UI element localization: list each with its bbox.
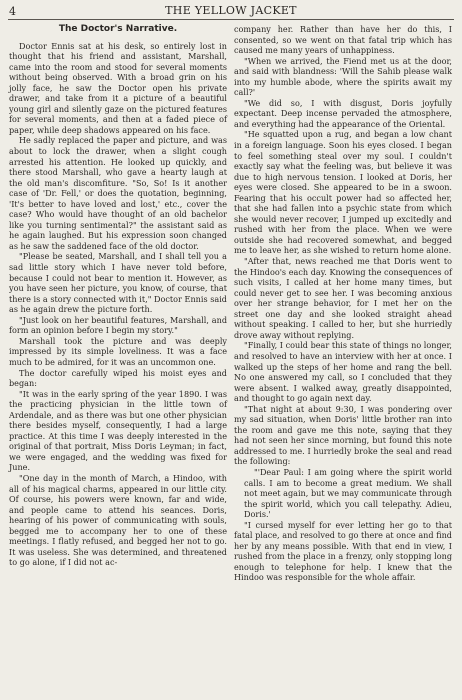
paragraph: "He squatted upon a rug, and began a low chant in a foreign language. Soon his eyes closed. I began to feel something steal over my soul. I couldn't exactly say what the feeling was, but believe it was due to high nervous tension. I looked at Doris, her eyes were closed. She appeared to be in a swoon. Fearing that his occult power had so affected her, that she had fallen into a psychic state from which she would never recover, I jumped up excitedly and rushed with her from the place. When we were outside she had recovered somewhat, and begged me to leave her, as she wished to return home alone. bbox=[234, 129, 452, 256]
paragraph: The doctor carefully wiped his moist eyes and began: bbox=[9, 367, 227, 389]
paragraph: Marshall took the picture and was deeply impressed by its simple loveliness. It was a face much to be admired, for it was an uncommon one. bbox=[9, 335, 227, 367]
right-column bbox=[234, 24, 452, 583]
page-header bbox=[0, 0, 462, 20]
paragraph: He sadly replaced the paper and picture, and was about to lock the drawer, when a slight cough arrested his attention. He looked up quickly, and there stood Marshall, who gave a hearty laugh at the old man's discomfiture. "So, So! Is it another case of 'Dr. Fell,' or does the quotation, beginning, 'It's better to have loved and lost,' etc., cover the case? Who would have thought of an old bachelor like you turning sentimental?" the assistant said as he again laughed. But his expression soon changed as he saw the saddened face of the old doctor. bbox=[9, 135, 227, 251]
paragraph: "One day in the month of March, a Hindoo, with all of his magical charms, appeared in our little city. Of course, his powers were known, far and wide, and people came to attend his seances. Doris, hearing of his power of communicating with souls, begged me to accompany her to one of these meetings. I flatly refused, and begged her not to go. It was useless. She was determined, and threatened to go alone, if I did not ac- bbox=[9, 472, 227, 568]
paragraph: "I cursed myself for ever letting her go to that fatal place, and resolved to go there at once and find her by any means possible. With that end in view, I rushed from the place in a frenzy, only stopping long enough to telephone for help. I knew that the Hindoo was responsible for the whole affair. bbox=[234, 519, 452, 583]
paragraph: "After that, news reached me that Doris went to the Hindoo's each day. Knowing the consequences of such visits, I called at her home many times, but could never get to see her. I was becoming anxious over her strange behavior, for I met her on the street one day and she looked straight ahead without speaking. I called to her, but she hurriedly drove away without replying. bbox=[234, 256, 452, 340]
paragraph: "When we arrived, the Fiend met us at the door, and said with blandness: 'Will the Sahib please walk into my humble abode, where the spirits await my call?' bbox=[234, 55, 452, 98]
header-rule bbox=[8, 19, 454, 20]
paragraph: "We did so, I with disgust, Doris joyfully expectant. Deep incense pervaded the atmosphere, and everything had the appearance of the Oriental. bbox=[234, 97, 452, 129]
page-number: 4 bbox=[9, 5, 16, 18]
paragraph: "Finally, I could bear this state of things no longer, and resolved to have an interview with her at once. I walked up the steps of her home and rang the bell. No one answered my call, so I concluded that they were absent. I walked away, greatly disappointed, and thought to go again next day. bbox=[234, 340, 452, 404]
left-column bbox=[9, 24, 227, 568]
article-title: The Doctor's Narrative. bbox=[58, 24, 178, 34]
paragraph: company her. Rather than have her do this, I consented, so we went on that fatal trip which has caused me many years of unhappiness. bbox=[234, 24, 452, 56]
publication-title: THE YELLOW JACKET bbox=[165, 4, 297, 17]
paragraph: Doctor Ennis sat at his desk, so entirely lost in thought that his friend and assistant, Marshall, came into the room and stood for several moments without being observed. With a broad grin on his jolly face, he saw the Doctor open his private drawer, and take from it a picture of a beautiful young girl and silently gaze on the pictured features for several moments, and then at a faded piece of paper, while deep shadows appeared on his face. bbox=[9, 40, 227, 135]
paragraph: "That night at about 9:30, I was pondering over my sad situation, when Doris' little brother ran into the room and gave me this note, saying that they had not seen her since morning, but found this note addressed to me. I hurriedly broke the seal and read the following: bbox=[234, 403, 452, 467]
quoted-letter: "'Dear Paul: I am going where the spirit world calls. I am to become a great medium. We shall not meet again, but we may communicate through the spirit world, which you call telepathy. Adieu, Doris.' bbox=[244, 466, 452, 520]
paragraph: "Just look on her beautiful features, Marshall, and form an opinion before I begin my story." bbox=[9, 314, 227, 336]
paragraph: "It was in the early spring of the year 1890. I was the practicing physician in the little town of Ardendale, and as there was but one other physician there besides myself, consequently, I had a large practice. At this time I was deeply interested in the original of that portrait, Miss Doris Leyman; in fact, we were engaged, and the wedding was fixed for June. bbox=[9, 388, 227, 473]
paragraph: "Please be seated, Marshall, and I shall tell you a sad little story which I have never told before, because I could not bear to mention it. However, as you have seen her picture, you know, of course, that there is a story connected with it," Doctor Ennis said as he again drew the picture forth. bbox=[9, 251, 227, 315]
